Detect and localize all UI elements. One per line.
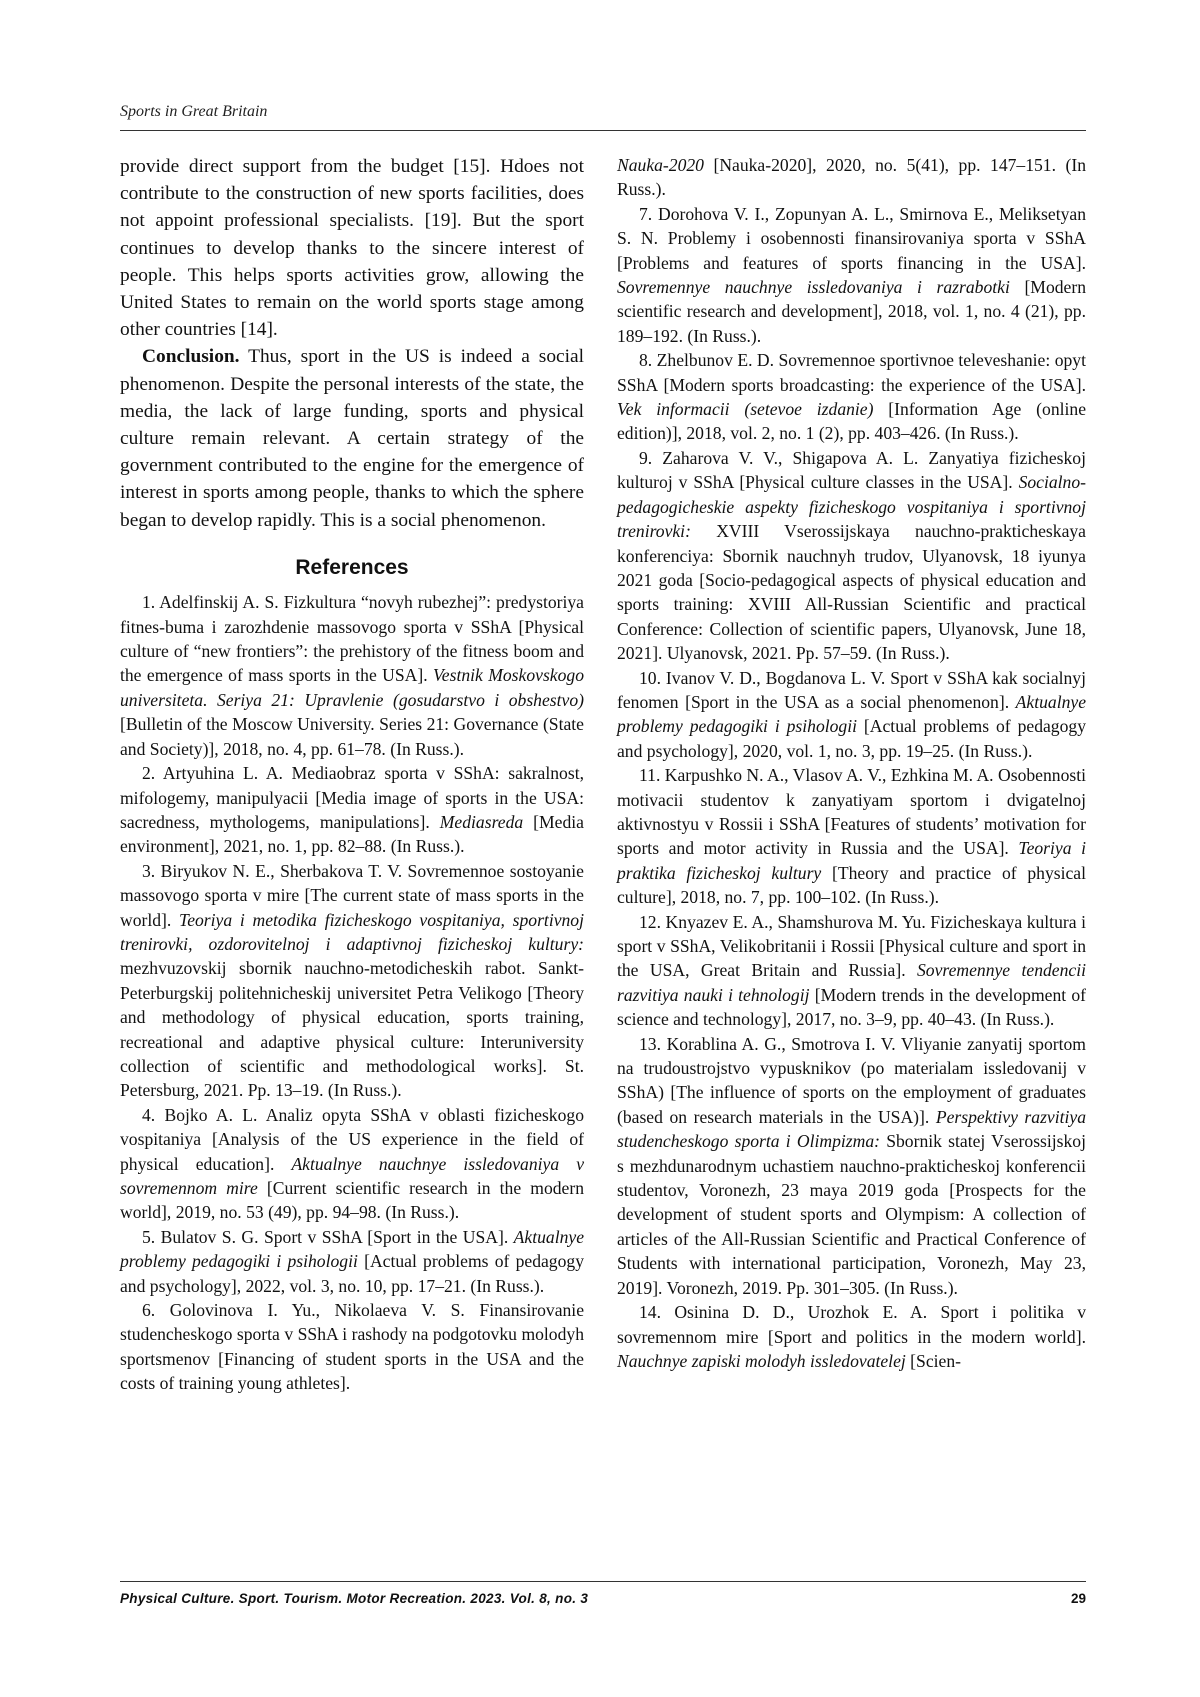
- conclusion-text: Thus, sport in the US is indeed a social phenomenon. Despite the personal interests of the state, the media, the lack of large funding, sports and physical culture remain relevant. A certain strategy of the government contributed to the engine for the emergence of interest in sports among people, thanks to which the sphere began to develop rapidly. This is a social phenomenon.: [120, 346, 584, 531]
- reference-item: 10. Ivanov V. D., Bogdanova L. V. Sport v SShA kak socialnyj fenomen [Sport in the USA as a social phenomenon]. Aktualnye problemy pedagogiki i psihologii [Actual problems of pedagogy and psychology], 2020, vol. 1, no. 3, pp. 19–25. (In Russ.).: [617, 667, 1086, 761]
- reference-item: 3. Biryukov N. E., Sherbakova T. V. Sovremennoe sostoyanie massovogo sporta v mire [The current state of mass sports in the world]. Teoriya i metodika fizicheskogo vospitaniya, sportivnoj trenirovki, ozdorovitelnoj i adaptivnoj fizicheskoj kultury: mezhvuzovskij sbornik nauchno-metodicheskih rabot. Sankt-Peterburgskij politehnicheskij universitet Petra Velikogo [Theory and methodology of physical education, sports training, recreational and adaptive physical culture: Interuniversity collection of scientific and methodological works]. St. Petersburg, 2021. Pp. 13–19. (In Russ.).: [120, 860, 584, 1101]
- reference-item: 5. Bulatov S. G. Sport v SShA [Sport in the USA]. Aktualnye problemy pedagogiki i psihologii [Actual problems of pedagogy and psychology], 2022, vol. 3, no. 10, pp. 17–21. (In Russ.).: [120, 1226, 584, 1296]
- left-column: [120, 153, 584, 1396]
- reference-item: 9. Zaharova V. V., Shigapova A. L. Zanyatiya fizicheskoj kulturoj v SShA [Physical culture classes in the USA]. Socialno-pedagogicheskie aspekty fizicheskogo vospitaniya i sportivnoj trenirovki: XVIII Vserossijskaya nauchno-prakticheskaya konferenciya: Sbornik nauchnyh trudov, Ulyanovsk, 18 iyunya 2021 goda [Socio-pedagogical aspects of physical education and sports training: XVIII All-Russian Scientific and practical Conference: Collection of scientific papers, Ulyanovsk, June 18, 2021]. Ulyanovsk, 2021. Pp. 57–59. (In Russ.).: [617, 447, 1086, 664]
- conclusion-label: Conclusion.: [142, 346, 240, 368]
- reference-item: 14. Osinina D. D., Urozhok E. A. Sport i politika v sovremennom mire [Sport and politics in the modern world]. Nauchnye zapiski molodyh issledovatelej [Scien-: [617, 1302, 1086, 1371]
- reference-item: 13. Korablina A. G., Smotrova I. V. Vliyanie zanyatij sportom na trudoustrojstvo vypusknikov (po materialam issledovanij v SShA) [The influence of sports on the employment of graduates (based on research materials in the USA)]. Perspektivy razvitiya studencheskogo sporta i Olimpizma: Sbornik statej Vserossijskoj s mezhdunarodnym uchastiem nauchno-prakticheskoj konferencii studentov, Voronezh, 23 maya 2019 goda [Prospects for the development of student sports and Olympism: A collection of articles of the All-Russian Scientific and Practical Conference of Students with international participation, Voronezh, May 23, 2019]. Voronezh, 2019. Pp. 301–305. (In Russ.).: [617, 1033, 1086, 1298]
- reference-item: 4. Bojko A. L. Analiz opyta SShA v oblasti fizicheskogo vospitaniya [Analysis of the US experience in the field of physical education]. Aktualnye nauchnye issledovaniya v sovremennom mire [Current scientific research in the modern world], 2019, no. 53 (49), pp. 94–98. (In Russ.).: [120, 1104, 585, 1223]
- reference-item: 1. Adelfinskij A. S. Fizkultura “novyh rubezhej”: predystoriya fitnes-buma i zarozhdenie massovogo sporta v SShA [Physical culture of “new frontiers”: the prehistory of the fitness boom and the emergence of mass sports in the USA]. Vestnik Moskovskogo universiteta. Seriya 21: Upravlenie (gosudarstvo i obshestvo) [Bulletin of the Moscow University. Series 21: Governance (State and Society)], 2018, no. 4, pp. 61–78. (In Russ.).: [120, 592, 584, 759]
- reference-item: 2. Artyuhina L. A. Mediaobraz sporta v SShA: sakralnost, mifologemy, manipulyacii [Media image of sports in the USA: sacredness, mythologems, manipulations]. Mediasreda [Media environment], 2021, no. 1, pp. 82–88. (In Russ.).: [120, 763, 584, 857]
- references-heading: References: [295, 555, 409, 579]
- reference-item-continued: Nauka-2020 [Nauka-2020], 2020, no. 5(41), pp. 147–151. (In Russ.).: [617, 155, 1086, 200]
- reference-item: 8. Zhelbunov E. D. Sovremennoe sportivnoe televeshanie: opyt SShA [Modern sports broadcasting: the experience of the USA]. Vek informacii (setevoe izdanie) [Information Age (online edition)], 2018, vol. 2, no. 1 (2), pp. 403–426. (In Russ.).: [617, 350, 1086, 444]
- reference-item: 6. Golovinova I. Yu., Nikolaeva V. S. Finansirovanie studencheskogo sporta v SShA i rashody na podgotovku molodyh sportsmenov [Financing of student sports in the USA and the costs of training young athletes].: [120, 1300, 584, 1394]
- running-title: Sports in Great Britain: [120, 103, 268, 120]
- right-column: [617, 153, 1086, 1373]
- footer-journal-title: Physical Culture. Sport. Tourism. Motor Recreation. 2023. Vol. 8, no. 3: [120, 1591, 589, 1606]
- reference-item: 7. Dorohova V. I., Zopunyan A. L., Smirnova E., Meliksetyan S. N. Problemy i osobennosti finansirovaniya sporta v SShA [Problems and features of sports financing in the USA]. Sovremennye nauchnye issledovaniya i razrabotki [Modern scientific research and development], 2018, vol. 1, no. 4 (21), pp. 189–192. (In Russ.).: [617, 203, 1087, 346]
- reference-item: 11. Karpushko N. A., Vlasov A. V., Ezhkina M. A. Osobennosti motivacii studentov k zanyatiyam sportom i dvigatelnoj aktivnostyu v Rossii i SShA [Features of students’ motivation for sports and motor activity in Russia and the USA]. Teoriya i praktika fizicheskoj kultury [Theory and practice of physical culture], 2018, no. 7, pp. 100–102. (In Russ.).: [617, 765, 1087, 908]
- page-number: 29: [1070, 1591, 1086, 1606]
- header-rule: [120, 130, 1086, 131]
- reference-item: 12. Knyazev E. A., Shamshurova M. Yu. Fizicheskaya kultura i sport v SShA, Velikobritanii i Rossii [Physical culture and sport in the USA, Great Britain and Russia]. Sovremennye tendencii razvitiya nauki i tehnologij [Modern trends in the development of science and technology], 2017, no. 3–9, pp. 40–43. (In Russ.).: [617, 911, 1087, 1030]
- body-paragraph: provide direct support from the budget [15]. Hdoes not contribute to the construction of new sports facilities, does not appoint professional specialists. [19]. But the sport continues to develop thanks to the sincere interest of people. This helps sports activities grow, allowing the United States to remain on the world sports stage among other countries [14].: [120, 156, 584, 341]
- footer-rule: [120, 1581, 1086, 1582]
- conclusion-paragraph: [120, 343, 584, 533]
